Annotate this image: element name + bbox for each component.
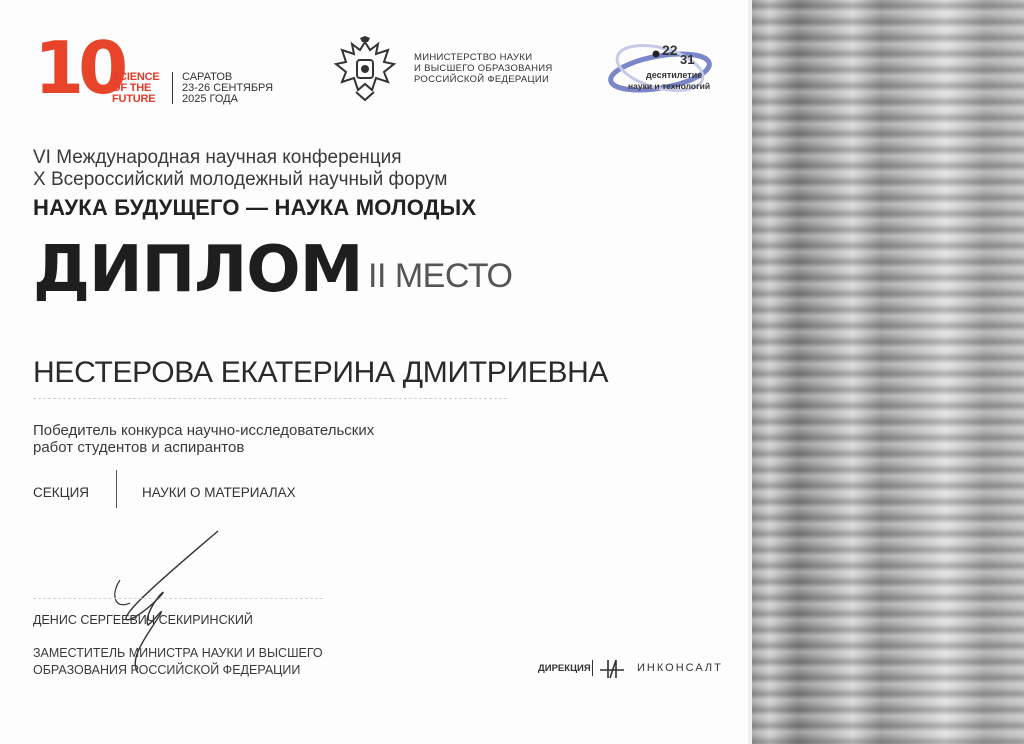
name-underline: [33, 398, 507, 399]
ministry-name: МИНИСТЕРСТВО НАУКИ И ВЫСШЕГО ОБРАЗОВАНИЯ РОССИЙСКОЙ ФЕДЕРАЦИИ: [414, 52, 553, 85]
signer-position: ЗАМЕСТИТЕЛЬ МИНИСТРА НАУКИ И ВЫСШЕГО ОБРАЗОВАНИЯ РОССИЙСКОЙ ФЕДЕРАЦИИ: [33, 646, 323, 677]
logo-text: SCIENCE OF THE FUTURE: [112, 71, 160, 105]
conference-title: VI Международная научная конференция: [33, 147, 402, 168]
forum-title: НАУКА БУДУЩЕГО — НАУКА МОЛОДЫХ: [33, 195, 477, 220]
signature-line: [33, 598, 323, 599]
diploma-heading: ДИПЛОМ: [33, 233, 363, 307]
decade-start-year: 22: [662, 42, 678, 58]
decade-label: десятилетие: [646, 70, 703, 80]
logo-divider: [172, 72, 173, 104]
section-divider: [116, 470, 117, 508]
inconsult-mark-icon: [598, 656, 626, 680]
decade-end-year: 31: [680, 52, 695, 67]
section-value: НАУКИ О МАТЕРИАЛАХ: [142, 485, 296, 500]
signer-name: ДЕНИС СЕРГЕЕВИЧ СЕКИРИНСКИЙ: [33, 613, 253, 627]
section-label: СЕКЦИЯ: [33, 485, 90, 500]
event-info: САРАТОВ 23-26 СЕНТЯБРЯ 2025 ГОДА: [182, 71, 274, 105]
logo-number: 10: [34, 26, 123, 110]
decorative-side-band: [748, 0, 1024, 744]
directorate-name: ИНКОНСАЛТ: [637, 662, 723, 674]
science-of-the-future-logo: [34, 26, 294, 110]
decade-of-science-logo: [606, 38, 714, 102]
recipient-name: НЕСТЕРОВА ЕКАТЕРИНА ДМИТРИЕВНА: [33, 356, 609, 389]
place-label: II МЕСТО: [368, 257, 513, 295]
decade-sublabel: науки и технологий: [628, 81, 711, 91]
award-description: Победитель конкурса научно-исследовательских работ студентов и аспирантов: [33, 422, 375, 456]
state-emblem-icon: [332, 36, 398, 104]
directorate-divider: [592, 660, 593, 676]
directorate-label: ДИРЕКЦИЯ: [538, 663, 591, 674]
forum-subtitle: X Всероссийский молодежный научный форум: [33, 169, 448, 190]
